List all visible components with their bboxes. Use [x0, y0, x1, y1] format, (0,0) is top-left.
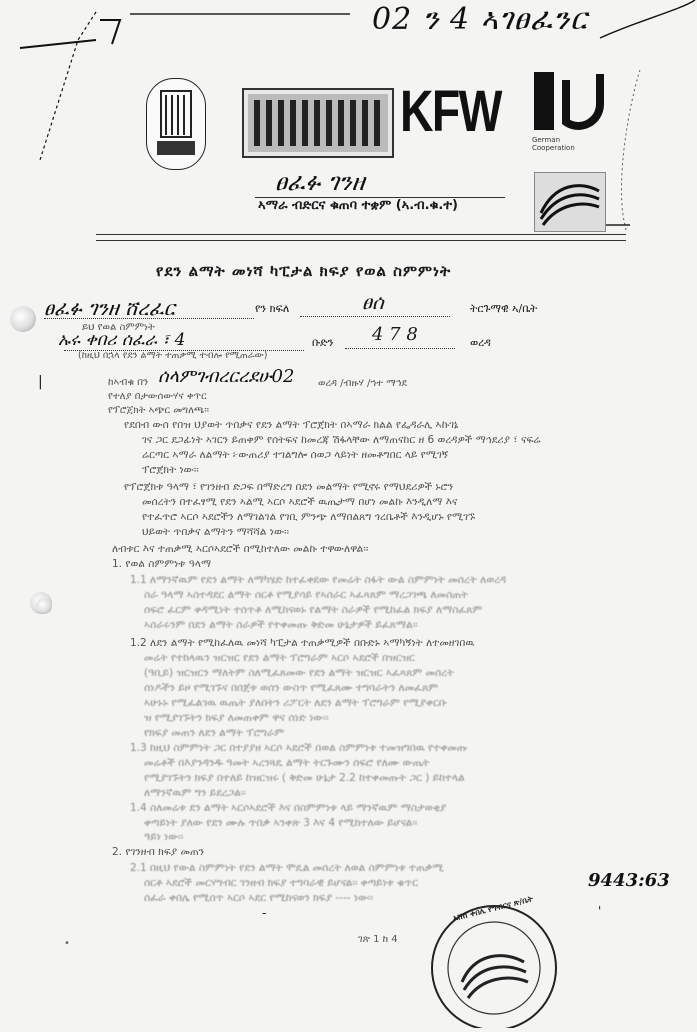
party-line1-label-3: ትርጉማዊ ኣ/ቤት [470, 302, 538, 315]
article1-line-2: ሰፍሮ ፈርም ቀዳሚነት ተሰጥቶ ለሚከናወኑ የልማት ስራዎች የሚከፈል ክፍያ ለማስፈጸም [144, 604, 483, 616]
party-line2-mid-underline [345, 348, 455, 349]
corner-dot: • [64, 938, 70, 949]
party-line2-note: (ከዚህ በኋላ የደን ልማት ተጠቃሚ ተብሎ የሚጠራው) [78, 350, 268, 361]
section-line-5: መሰረትን በተፈፃሚ የደን ኣልሚ ኣርሶ ኣደሮች ዉጤታማ በሆነ መልኩ እንዲለማ እና [142, 496, 458, 508]
official-stamp [424, 894, 564, 1028]
header-rule-1 [96, 234, 626, 235]
punch-hole-top [10, 306, 36, 332]
top-handwritten-note: 02 ን 4 ኣገፀፈንር [372, 2, 588, 37]
article1-line-1: ስራ ዓላማ ኣስተዳደር ልማት ሰርቶ የሚያሳይ የኣሰራር ኣፈጻጸም ማረጋገጫ ለመስጠት [144, 589, 469, 601]
section-line-1: ገና ጋር ደጋፊነት ኣገርን ይጠቀም የሰትፍና ከመረጃ ሽፋላቸው ለማጠናከር ዘ 6 ወረዳዎች ማኅደሪያ ፣ ናፍሬ [142, 434, 541, 446]
article1-heading: 1. የወል ስምምነቱ ዓላማ [112, 558, 212, 570]
document-title: የደን ልማት መነሻ ካፒታል ክፍያ የወል ስምምነት [156, 262, 452, 280]
section-line-2: ሬርጣር ኣማራ ለልማት ፦ውጠሪያ ተገልግሎ ሰወጋ ላይነት ዘመቶግበር ላይ የሚገኝ [142, 449, 449, 461]
kfw-logo [400, 78, 501, 148]
party-line5: የፕሮጀክት ኣጭር መግለጫ፡፡ [108, 405, 209, 416]
article2-line-0: 2.1 በዚህ የውል ስምምነት የደን ልማት ሞዴል መሰረት ለወል ስምምነቱ ተጠቃሚ [130, 862, 444, 874]
article1-line-3: ኣሰራሩንም በደን ልማት ስራዎች የተቀመጡ ቅድመ ሁኔታዎች ይፈጸማል፡፡ [144, 619, 418, 631]
party-line4: የተለያ በታውሰውሃና ቀጥር [108, 391, 207, 402]
margin-mark: | [38, 374, 43, 390]
article2-heading: 2. የገንዘብ ክፍያ መጠን [112, 846, 205, 858]
article1-line-10: የክፍያ መጠን ለደን ልማት ፕሮግራም [144, 727, 285, 739]
article1-line-0: 1.1 ለማንኛዉም የደን ልማት ለማካሄድ ከተፈቀደው የመሬት ስፋት ውል ስምምነት መሰረት ለወረዳ [130, 574, 507, 586]
gig-logo [532, 70, 604, 152]
party-line2-woreda-label: ወረዳ [470, 336, 491, 349]
bottom-dash-left: - [262, 906, 267, 920]
party-line2-value: 4 7 8 [372, 324, 418, 345]
punch-hole-bottom-2 [36, 598, 52, 614]
article1-line-4: 1.2 ለደን ልማት የሚከፈለዉ መነሻ ካፒታል ተጠቃሚዎች በቡድኑ ኣማካኝነት ለተመዘገበዉ [130, 637, 475, 649]
party-line3-label: ከኣብቁ በን [108, 377, 149, 388]
kfw-text: KFW [400, 79, 501, 144]
party-line1-label-1: የን ክፍለ [255, 302, 290, 315]
party-kebele-value: ፀሰ [362, 290, 384, 314]
article1-line-7: ሰነዶችን ይዞ የሚገኙና በበጀቱ ወሰን ውስጥ የሚፈጸሙ ተግባራትን ለመፈጸም [144, 682, 439, 694]
building-logo [242, 88, 394, 158]
emblem-logo [146, 78, 206, 170]
wave-logo [534, 172, 606, 232]
article1-line-12: መሬቶች በእያንዳንዱ ዓመት ኣረንጓዴ ልማት ትርጉሙን ሰፍሮ የለሙ ውጤት [144, 757, 430, 769]
party-line2-handwritten: ኡሩ ቀበሪ ሰፈራ ፣ 4 [58, 330, 186, 350]
article1-line-14: ለማንኛዉም ግን ይደረጋል፡፡ [144, 787, 246, 799]
party-line1-mid-underline [300, 316, 450, 317]
article2-line-1: ሰርቶ ኣደሮች መርሃግብር ገንዘብ ክፍያ ተግባራዊ ይሆናል፡፡ ቀጣይነቱ ቁጥር [144, 877, 418, 889]
section-line-3: ፕሮጀክት ነው፡፡ [142, 464, 199, 476]
section-line-6: የተፈጥሮ ኣርሶ ኣደሮችን ለማገልገል የገቢ ምንጭ ለማበልጸግ ጎረቤቶች እንዲሆኑ የሚገኙ [142, 511, 476, 523]
article1-line-15: 1.4 ስለመሬቱ ደን ልማት ኣርሶኣደሮች እና በስምምነቱ ላይ ማንኛዉም ማስታወቂያ [130, 802, 447, 814]
program-line: ኣማራ ብድርና ቁጠባ ተቋም (ኣ.ብ.ቁ.ተ) [258, 198, 458, 213]
page-footer: ገጽ 1 ከ 4 [358, 934, 398, 945]
article1-line-6: (ዓቢይ) ዝርዝርን ማለትም ስለሚፈጸመው የደን ልማት ዝርዝር ኣፈጻጸም መሰረት [144, 667, 455, 679]
header-rule-2 [96, 240, 626, 241]
party-line1-underline [44, 318, 254, 319]
article1-line-11: 1.3 ከዚህ ስምምነት ጋር በተያያዘ ኣርሶ ኣደሮች በወል ስምምነቱ ተመዝግበዉ የተቀመጡ [130, 742, 468, 754]
german-cooperation-text: German Cooperation [532, 136, 575, 152]
bottom-dash-right: ' [598, 904, 602, 918]
article1-line-5: መሬት የተከላዉን ዝርዝር የደን ልማት ፕሮግራም ኣርሶ ኣደሮች በዝርዝር [144, 652, 415, 664]
articles-intro: ለብቱር እና ተጠቃሚ ኣርሶኣደሮች በሚከተለው መልኩ ተዋውለዋል፡፡ [112, 543, 369, 555]
article1-line-8: ኣሁኑኑ የሚፈልገዉ ዉጤት ያለበትን ሪፖርት ለደን ልማት ፕሮግራም የሚያቀርቡ [144, 697, 447, 709]
article1-line-13: የሚያገኙትን ክፍያ በተለይ ከዝርዝሩ ( ቅድመ ሁኔታ 2.2 ከተቀመጡት ጋር ) ይከተላል [144, 772, 465, 784]
article2-line-2: ሰፈራ ቀበሌ የሚሰጥ ኣርሶ ኣደር የሚከናወን ክፍያ ---- ነው፡፡ [144, 892, 374, 904]
signature-name: ፀፈፉ ገንዘ [275, 168, 365, 196]
article1-line-17: ዓይነ ነው፡፡ [144, 831, 184, 843]
section-line-0: የደበብ ውሰ የበዝ ህያወት ጥበቃና የደን ልማት ፕሮጀክት በኣማራ ክልል የፌዳራሊ ኣኩገኔ [124, 419, 459, 431]
article1-line-9: ዝ የሚያገኙትን ክፍያ ለመጠቀም ዋና ሰነድ ነው፡፡ [144, 712, 329, 724]
party-line2-group-label: ቡድን [312, 336, 334, 349]
right-handwritten-number: 9443:63 [588, 870, 670, 891]
party-line3-handwritten: ሰላምገብረርረደሁ02 [158, 366, 295, 387]
section-line-7: ህይወት ጥበቃና ልማትን ማሻሻል ነው፡፡ [142, 526, 290, 538]
party-line2-label: ይህ የወል ስምምነት [82, 322, 155, 333]
stamp-ring-text: ኣሸሸ ቀበሌ የግብርና ጽ/ቤት [452, 894, 534, 923]
party-handwritten-name: ፀፈፉ ገንዘ ሸረፈር [44, 296, 175, 320]
section-line-4: የፕሮጀክቱ ዓላማ ፣ የገንዘብ ድጋፍ በማድረግ በደን መልማት የሚኖሩ የማህደሪዎች ኑሮን [124, 481, 454, 493]
party-line3-tail: ወረዳ /ብዙሃ /ኀተ ማኅደ [318, 378, 407, 389]
article1-line-16: ቀጣይነት ያለው የደን ሙሉ ጥበቃ ኣንቀጽ 3 እና 4 የሚከተለው ይሆናል፡፡ [144, 817, 418, 829]
